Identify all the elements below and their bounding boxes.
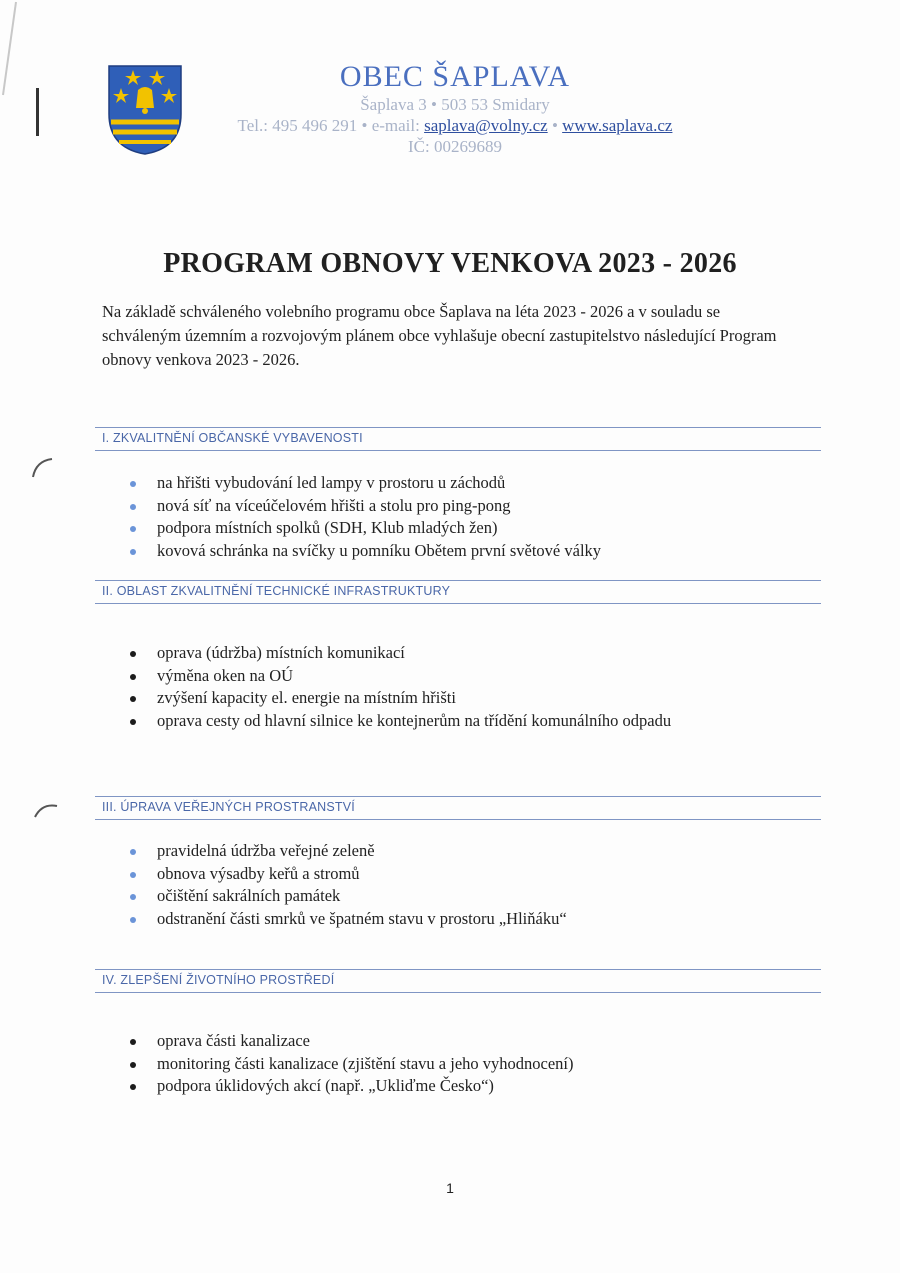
section-heading-1 bbox=[95, 427, 821, 451]
phone-label: Tel.: 495 496 291 • e-mail: bbox=[237, 116, 425, 135]
section-list-2 bbox=[128, 642, 671, 732]
list-item: na hřišti vybudování led lampy v prostoru u záchodů bbox=[128, 472, 601, 495]
punch-hole-mark bbox=[30, 455, 56, 479]
company-id: IČ: 00269689 bbox=[408, 137, 502, 156]
municipality-address: Šaplava 3 • 503 53 Smidary bbox=[360, 95, 550, 114]
list-item: oprava cesty od hlavní silnice ke kontejnerům na třídění komunálního odpadu bbox=[128, 710, 671, 733]
list-item: podpora místních spolků (SDH, Klub mladých žen) bbox=[128, 517, 601, 540]
section-list-1 bbox=[128, 472, 601, 562]
section-list-3 bbox=[128, 840, 567, 930]
section-heading-4 bbox=[95, 969, 821, 993]
intro-paragraph: Na základě schváleného volebního programu obce Šaplava na léta 2023 - 2026 a v souladu se schváleným územním a rozvojovým plánem obce vyhlašuje obecní zastupitelstvo následující Program obnovy venkova 2023 - 2026. bbox=[102, 302, 777, 369]
page-number: 1 bbox=[446, 1180, 454, 1196]
list-item: oprava (údržba) místních komunikací bbox=[128, 642, 671, 665]
municipality-name: OBEC ŠAPLAVA bbox=[339, 60, 571, 93]
section-heading-text: IV. ZLEPŠENÍ ŽIVOTNÍHO PROSTŘEDÍ bbox=[102, 973, 335, 987]
list-item: odstranění části smrků ve špatném stavu v prostoru „Hliňáku“ bbox=[128, 908, 567, 931]
municipal-coat-of-arms-icon bbox=[107, 64, 183, 156]
contact-line bbox=[190, 115, 720, 136]
list-item: kovová schránka na svíčky u pomníku Obětem první světové války bbox=[128, 540, 601, 563]
list-item: podpora úklidových akcí (např. „Ukliďme Česko“) bbox=[128, 1075, 574, 1098]
section-heading-text: II. OBLAST ZKVALITNĚNÍ TECHNICKÉ INFRASTRUKTURY bbox=[102, 584, 451, 598]
list-item: obnova výsadby keřů a stromů bbox=[128, 863, 567, 886]
email-link[interactable]: saplava@volny.cz bbox=[424, 116, 548, 135]
scan-edge-mark bbox=[0, 0, 20, 110]
list-item: pravidelná údržba veřejné zeleně bbox=[128, 840, 567, 863]
section-list-4 bbox=[128, 1030, 574, 1098]
section-heading-text: III. ÚPRAVA VEŘEJNÝCH PROSTRANSTVÍ bbox=[102, 800, 355, 814]
list-item: nová síť na víceúčelovém hřišti a stolu pro ping-pong bbox=[128, 495, 601, 518]
website-link[interactable]: www.saplava.cz bbox=[562, 116, 673, 135]
list-item: monitoring části kanalizace (zjištění stavu a jeho vyhodnocení) bbox=[128, 1053, 574, 1076]
list-item: výměna oken na OÚ bbox=[128, 665, 671, 688]
list-item: zvýšení kapacity el. energie na místním hřišti bbox=[128, 687, 671, 710]
punch-line-mark bbox=[36, 88, 39, 136]
contact-separator: • bbox=[547, 116, 563, 135]
letterhead bbox=[190, 60, 720, 157]
document-title: PROGRAM OBNOVY VENKOVA 2023 - 2026 bbox=[163, 248, 737, 279]
section-heading-text: I. ZKVALITNĚNÍ OBČANSKÉ VYBAVENOSTI bbox=[102, 431, 363, 445]
punch-hole-mark bbox=[32, 800, 60, 820]
section-heading-2 bbox=[95, 580, 821, 604]
section-heading-3 bbox=[95, 796, 821, 820]
list-item: oprava části kanalizace bbox=[128, 1030, 574, 1053]
list-item: očištění sakrálních památek bbox=[128, 885, 567, 908]
